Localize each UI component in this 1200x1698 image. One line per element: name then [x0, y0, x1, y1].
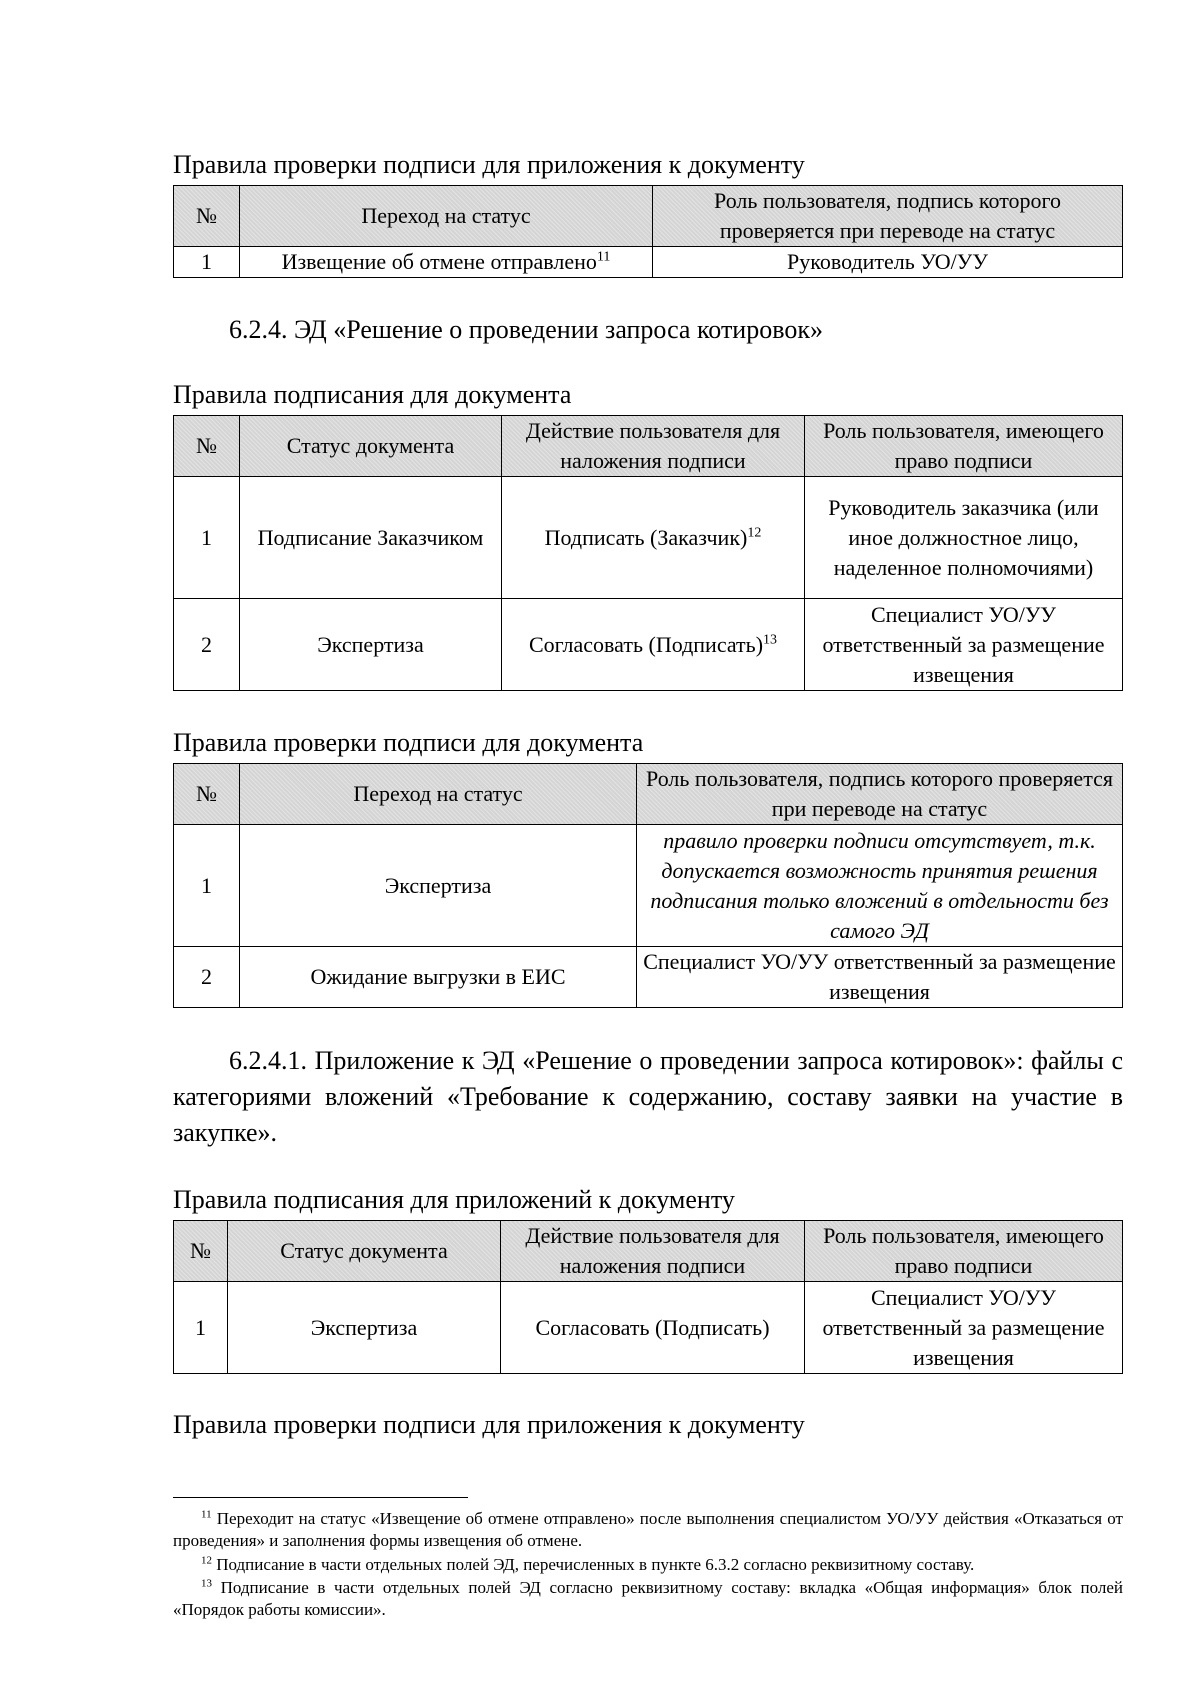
footnote-separator	[173, 1497, 468, 1498]
section-heading: 6.2.4. ЭД «Решение о проведении запроса котировок»	[229, 315, 823, 344]
header-user-role: Роль пользователя, подпись которого проверяется при переводе на статус	[637, 764, 1123, 825]
cell-num: 1	[174, 825, 240, 947]
header-num: №	[174, 186, 240, 247]
cell-action: Подписать (Заказчик)$^{12}$	[502, 477, 805, 599]
footnote-12: $^{12}$ Подписание в части отдельных полей ЭД, перечисленных в пункте 6.3.2 согласно реквизитному составу.	[201, 1554, 975, 1574]
table-row	[174, 247, 1123, 278]
table-caption: Правила проверки подписи для приложения к документу	[173, 1410, 805, 1439]
table-row	[174, 1282, 1123, 1374]
header-num: №	[174, 1221, 228, 1282]
footnote-13: $^{13}$ Подписание в части отдельных полей ЭД согласно реквизитному составу: вкладка «Общая информация» блок полей «Порядок работы комиссии».	[173, 1577, 1123, 1619]
table-row	[174, 825, 1123, 947]
cell-status: Экспертиза	[240, 599, 502, 691]
footnote-11: $^{11}$ Переходит на статус «Извещение об отмене отправлено» после выполнения специалистом УО/УУ действия «Отказаться от проведения» и заполнения формы извещения об отмене.	[173, 1508, 1123, 1550]
cell-num: 2	[174, 599, 240, 691]
footnote-ref: 11	[596, 249, 611, 265]
header-document-status: Статус документа	[228, 1221, 501, 1282]
header-user-action: Действие пользователя для наложения подписи	[501, 1221, 805, 1282]
cell-role: Специалист УО/УУ ответственный за размещение извещения	[805, 1282, 1123, 1374]
cell-num: 1	[174, 247, 240, 278]
cell-role: Руководитель УО/УУ	[653, 247, 1123, 278]
cell-status: Подписание Заказчиком	[240, 477, 502, 599]
table-caption: Правила проверки подписи для документа	[173, 728, 644, 757]
cell-role: Специалист УО/УУ ответственный за размещение извещения	[637, 947, 1123, 1008]
header-document-status: Статус документа	[240, 416, 502, 477]
header-num: №	[174, 764, 240, 825]
cell-role: Руководитель заказчика (или иное должностное лицо, наделенное полномочиями)	[805, 477, 1123, 599]
header-user-role: Роль пользователя, имеющего право подписи	[805, 1221, 1123, 1282]
table-row	[174, 599, 1123, 691]
cell-num: 2	[174, 947, 240, 1008]
header-user-role: Роль пользователя, подпись которого проверяется при переводе на статус	[653, 186, 1123, 247]
table-row	[174, 947, 1123, 1008]
cell-role: Специалист УО/УУ ответственный за размещение извещения	[805, 599, 1123, 691]
table-row	[174, 477, 1123, 599]
signature-check-table-attachment	[173, 185, 1123, 278]
header-status-transition: Переход на статус	[240, 764, 637, 825]
cell-num: 1	[174, 477, 240, 599]
cell-status: Извещение об отмене отправлено$^{11}$	[240, 247, 653, 278]
cell-status: Экспертиза	[240, 825, 637, 947]
header-num: №	[174, 416, 240, 477]
table-caption: Правила подписания для документа	[173, 380, 572, 409]
cell-num: 1	[174, 1282, 228, 1374]
header-user-role: Роль пользователя, имеющего право подписи	[805, 416, 1123, 477]
section-paragraph: 6.2.4.1. Приложение к ЭД «Решение о проведении запроса котировок»: файлы с категориями вложений «Требование к содержанию, составу заявки на участие в закупке».	[173, 1046, 1123, 1147]
signing-rules-table-document	[173, 415, 1123, 691]
cell-action: Согласовать (Подписать)$^{13}$	[502, 599, 805, 691]
header-status-transition: Переход на статус	[240, 186, 653, 247]
footnote-ref: 13	[763, 632, 778, 648]
cell-action: Согласовать (Подписать)	[501, 1282, 805, 1374]
cell-status: Ожидание выгрузки в ЕИС	[240, 947, 637, 1008]
header-user-action: Действие пользователя для наложения подписи	[502, 416, 805, 477]
cell-status: Экспертиза	[228, 1282, 501, 1374]
table-caption: Правила подписания для приложений к документу	[173, 1185, 735, 1214]
signing-rules-table-attachments	[173, 1220, 1123, 1374]
table-caption: Правила проверки подписи для приложения к документу	[173, 150, 805, 179]
footnote-ref: 12	[747, 525, 762, 541]
cell-role-note: правило проверки подписи отсутствует, т.к. допускается возможность принятия решения подписания только вложений в отдельности без самого ЭД	[637, 825, 1123, 947]
signature-check-table-document	[173, 763, 1123, 1008]
